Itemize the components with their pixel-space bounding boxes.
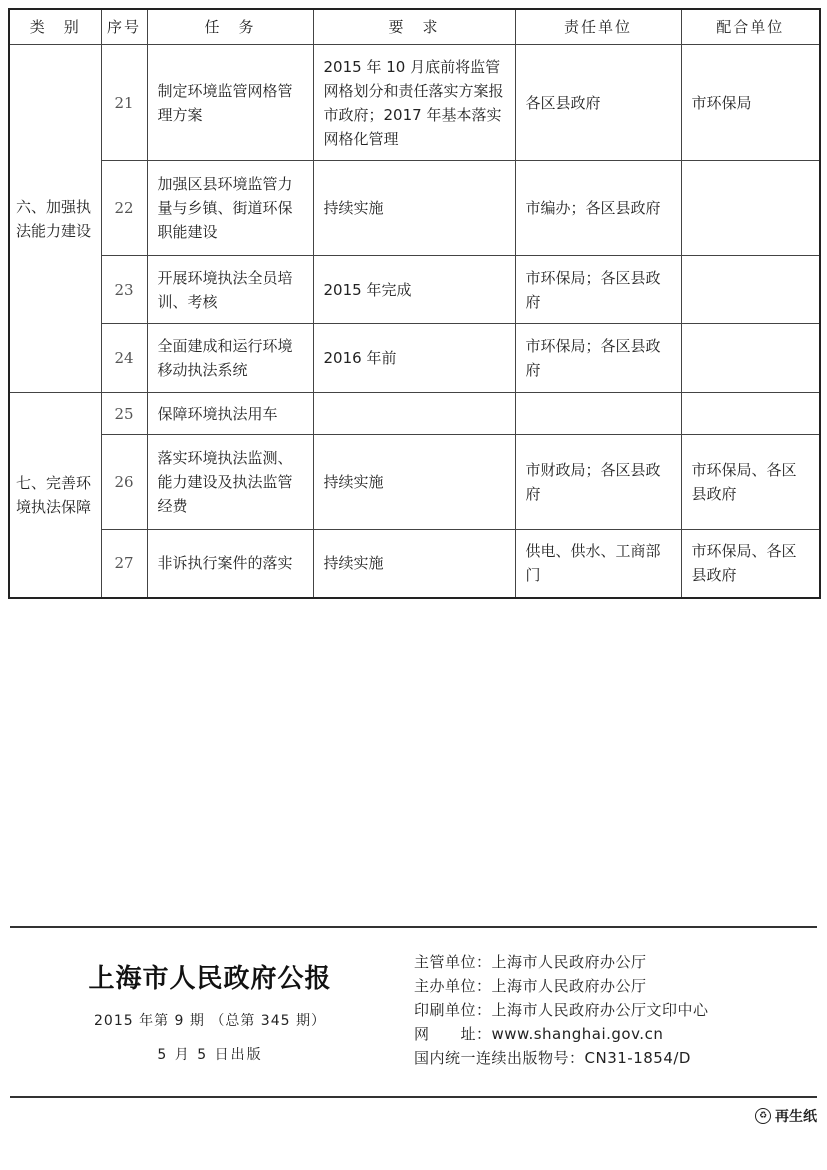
- requirement-cell: 持续实施: [313, 161, 515, 256]
- task-cell: 加强区县环境监管力量与乡镇、街道环保职能建设: [147, 161, 313, 256]
- seq-cell: 21: [101, 45, 147, 161]
- table-row: [9, 45, 820, 161]
- responsible-cell: 市环保局；各区县政府: [515, 256, 681, 324]
- table-row: [9, 161, 820, 256]
- category-cell: 六、加强执法能力建设: [9, 45, 101, 393]
- cooperating-cell: 市环保局、各区县政府: [681, 530, 820, 598]
- header-seq: 序号: [101, 9, 147, 45]
- issue-number: 2015 年第 9 期 （总第 345 期）: [94, 1013, 326, 1029]
- cooperating-cell: [681, 256, 820, 324]
- header-cooperating: 配合单位: [681, 9, 820, 45]
- recycled-paper-label: 再生纸: [775, 1109, 817, 1125]
- requirement-cell: 2015 年 10 月底前将监管网格划分和责任落实方案报市政府；2017 年基本落实网格化管理: [313, 45, 515, 161]
- info-label: 国内统一连续出版物号：: [414, 1049, 585, 1067]
- responsible-cell: 供电、供水、工商部门: [515, 530, 681, 598]
- recycle-icon: ♻: [755, 1108, 771, 1124]
- responsible-cell: 市环保局；各区县政府: [515, 324, 681, 393]
- cooperating-cell: [681, 393, 820, 435]
- requirement-cell: 2015 年完成: [313, 256, 515, 324]
- table-header-row: [9, 9, 820, 45]
- task-table: [8, 8, 821, 599]
- task-cell: 落实环境执法监测、能力建设及执法监管经费: [147, 435, 313, 530]
- info-row-serial-number: [414, 1046, 814, 1070]
- seq-cell: 25: [101, 393, 147, 435]
- table-row: [9, 324, 820, 393]
- footer-bottom-rule: [10, 1096, 817, 1098]
- header-category: 类 别: [9, 9, 101, 45]
- publisher-info: [414, 950, 814, 1070]
- info-label: 主管单位：: [414, 953, 492, 971]
- header-task: 任 务: [147, 9, 313, 45]
- info-value: CN31-1854/D: [584, 1049, 691, 1067]
- requirement-cell: 持续实施: [313, 530, 515, 598]
- task-cell: 保障环境执法用车: [147, 393, 313, 435]
- cooperating-cell: 市环保局: [681, 45, 820, 161]
- seq-cell: 22: [101, 161, 147, 256]
- cooperating-cell: 市环保局、各区县政府: [681, 435, 820, 530]
- table-row: [9, 530, 820, 598]
- category-cell: 七、完善环境执法保障: [9, 393, 101, 598]
- cooperating-cell: [681, 161, 820, 256]
- responsible-cell: [515, 393, 681, 435]
- seq-cell: 27: [101, 530, 147, 598]
- task-cell: 开展环境执法全员培训、考核: [147, 256, 313, 324]
- info-label: 主办单位：: [414, 977, 492, 995]
- info-label: 网 址：: [414, 1025, 492, 1043]
- requirement-cell: 2016 年前: [313, 324, 515, 393]
- task-cell: 制定环境监管网格管理方案: [147, 45, 313, 161]
- responsible-cell: 各区县政府: [515, 45, 681, 161]
- task-cell: 非诉执行案件的落实: [147, 530, 313, 598]
- table-row: [9, 256, 820, 324]
- footer-top-rule: [10, 926, 817, 928]
- journal-title: 上海市人民政府公报: [88, 964, 332, 994]
- seq-cell: 26: [101, 435, 147, 530]
- publication-date: 5 月 5 日出版: [157, 1047, 263, 1063]
- seq-cell: 23: [101, 256, 147, 324]
- info-value: 上海市人民政府办公厅文印中心: [491, 1001, 709, 1019]
- table-row: [9, 435, 820, 530]
- info-row-printer: [414, 998, 814, 1022]
- task-cell: 全面建成和运行环境移动执法系统: [147, 324, 313, 393]
- info-value: 上海市人民政府办公厅: [491, 953, 647, 971]
- info-value: www.shanghai.gov.cn: [491, 1025, 664, 1043]
- info-row-website: [414, 1022, 814, 1046]
- recycled-paper-mark: [755, 1106, 817, 1126]
- info-row-supervisor: [414, 950, 814, 974]
- header-requirement: 要 求: [313, 9, 515, 45]
- requirement-cell: [313, 393, 515, 435]
- table-row: [9, 393, 820, 435]
- requirement-cell: 持续实施: [313, 435, 515, 530]
- info-row-sponsor: [414, 974, 814, 998]
- seq-cell: 24: [101, 324, 147, 393]
- responsible-cell: 市编办；各区县政府: [515, 161, 681, 256]
- header-responsible: 责任单位: [515, 9, 681, 45]
- cooperating-cell: [681, 324, 820, 393]
- info-value: 上海市人民政府办公厅: [491, 977, 647, 995]
- info-label: 印刷单位：: [414, 1001, 492, 1019]
- responsible-cell: 市财政局；各区县政府: [515, 435, 681, 530]
